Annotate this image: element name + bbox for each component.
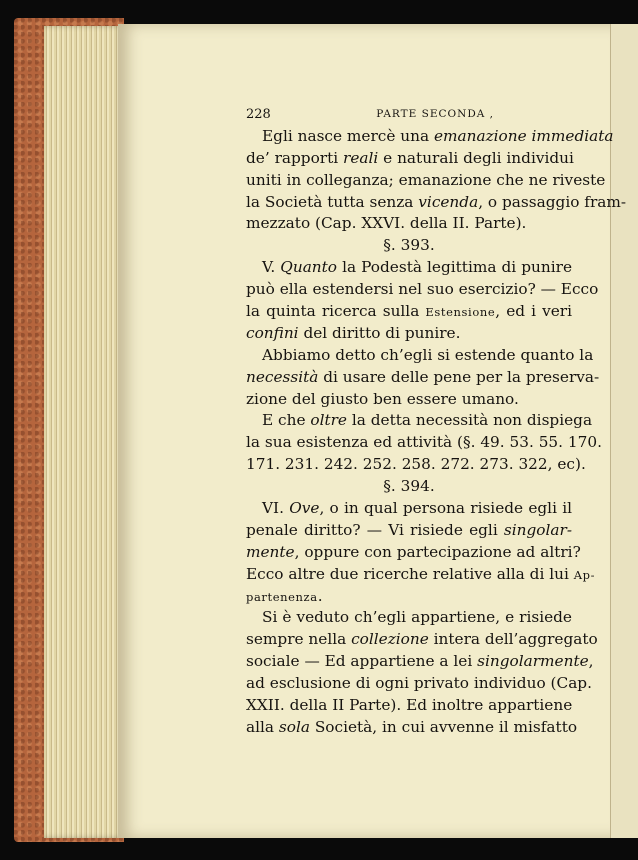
- text-line: confini del diritto di punire.: [246, 323, 461, 342]
- text-line: Si è veduto ch’egli appartiene, e risiede: [262, 608, 572, 627]
- text-line: Ecco altre due ricerche relative alla di lui Ap-: [246, 564, 596, 583]
- text-line: Egli nasce mercè una emanazione immediata: [262, 126, 614, 145]
- text-line: mezzato (Cap. XXVI. della II. Parte).: [246, 214, 527, 233]
- page-text: [246, 104, 627, 739]
- text-line: necessità di usare delle pene per la preserva-: [246, 367, 600, 386]
- text-line: ad esclusione di ogni privato individuo (Cap.: [246, 674, 592, 693]
- text-line: uniti in colleganza; emanazione che ne riveste: [246, 170, 606, 189]
- page-header: [246, 104, 572, 126]
- text-line: alla sola Società, in cui avvenne il misfatto: [246, 717, 578, 736]
- text-line: V. Quanto la Podestà legittima di punire: [262, 258, 573, 277]
- text-line: partenenza.: [246, 586, 323, 605]
- section-heading: §. 393.: [383, 236, 435, 255]
- text-line: 171. 231. 242. 252. 258. 272. 273. 322, ec).: [246, 455, 586, 474]
- text-line: la sua esistenza ed attività (§. 49. 53. 55. 170.: [246, 433, 602, 452]
- text-line: VI. Ove, o in qual persona risiede egli il: [262, 499, 572, 518]
- text-line: sociale — Ed appartiene a lei singolarmente,: [246, 652, 594, 671]
- text-line: Abbiamo detto ch’egli si estende quanto la: [262, 345, 594, 364]
- page-edges: [44, 26, 124, 838]
- text-line: può ella estendersi nel suo esercizio? — Ecco: [246, 280, 599, 299]
- text-line: penale diritto? — Vi risiede egli singolar-: [246, 520, 572, 539]
- text-line: mente, oppure con partecipazione ad altri?: [246, 542, 581, 561]
- text-line: la quinta ricerca sulla Estensione, ed i veri: [246, 302, 572, 321]
- text-line: E che oltre la detta necessità non dispiega: [262, 411, 593, 430]
- text-line: la Società tutta senza vicenda, o passaggio fram-: [246, 192, 627, 211]
- text-line: sempre nella collezione intera dell’aggregato: [246, 630, 598, 649]
- text-line: de’ rapporti reali e naturali degli individui: [246, 148, 574, 167]
- facing-page-edge: [610, 24, 638, 838]
- page-number: 228: [246, 107, 271, 122]
- section-heading: §. 394.: [383, 477, 435, 496]
- text-line: XXII. della II Parte). Ed inoltre appartiene: [246, 696, 573, 715]
- running-head: PARTE SECONDA ,: [376, 108, 494, 120]
- text-line: zione del giusto ben essere umano.: [246, 389, 519, 408]
